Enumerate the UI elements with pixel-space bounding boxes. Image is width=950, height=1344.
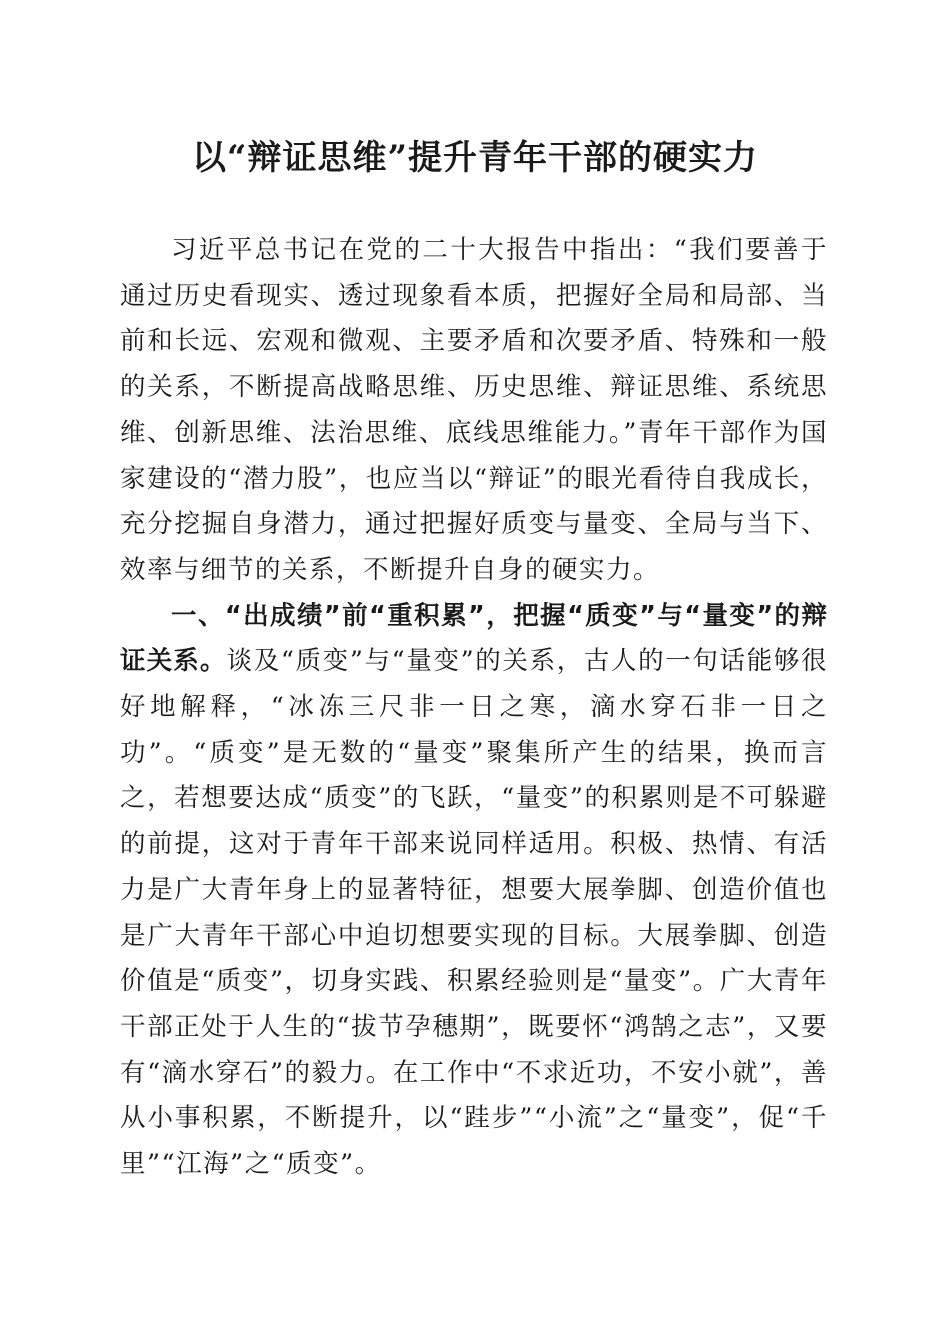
intro-paragraph xyxy=(120,228,828,594)
section-one-text: 谈及“质变”与“量变”的关系，古人的一句话能够很好地解释，“冰冻三尺非一日之寒，滴水穿石非一日之功”。“质变”是无数的“量变”聚集所产生的结果，换而言之，若想要达成“质变”的飞跃，“量变”的积累则是不可躲避的前提，这对于青年干部来说同样适用。积极、热情、有活力是广大青年身上的显著特征，想要大展拳脚、创造价值也是广大青年干部心中迫切想要实现的目标。大展拳脚、创造价值是“质变”，切身实践、积累经验则是“量变”。广大青年干部正处于人生的“拔节孕穗期”，既要怀“鸿鹄之志”，又要有“滴水穿石”的毅力。在工作中“不求近功，不安小就”，善从小事积累，不断提升，以“跬步”“小流”之“量变”，促“千里”“江海”之“质变”。 xyxy=(120,646,828,1180)
document-body xyxy=(120,228,828,1188)
section-one-paragraph xyxy=(120,594,828,1188)
document-title: 以“辩证思维”提升青年干部的硬实力 xyxy=(191,138,759,178)
intro-paragraph-text: 习近平总书记在党的二十大报告中指出：“我们要善于通过历史看现实、透过现象看本质，把握好全局和局部、当前和长远、宏观和微观、主要矛盾和次要矛盾、特殊和一般的关系，不断提高战略思维、历史思维、辩证思维、系统思维、创新思维、法治思维、底线思维能力。”青年干部作为国家建设的“潜力股”，也应当以“辩证”的眼光看待自我成长，充分挖掘自身潜力，通过把握好质变与量变、全局与当下、效率与细节的关系，不断提升自身的硬实力。 xyxy=(120,235,828,585)
section-one-heading: 一、“出成绩”前“重积累”，把握“质变”与“量变”的辩证关系。 xyxy=(120,600,828,677)
